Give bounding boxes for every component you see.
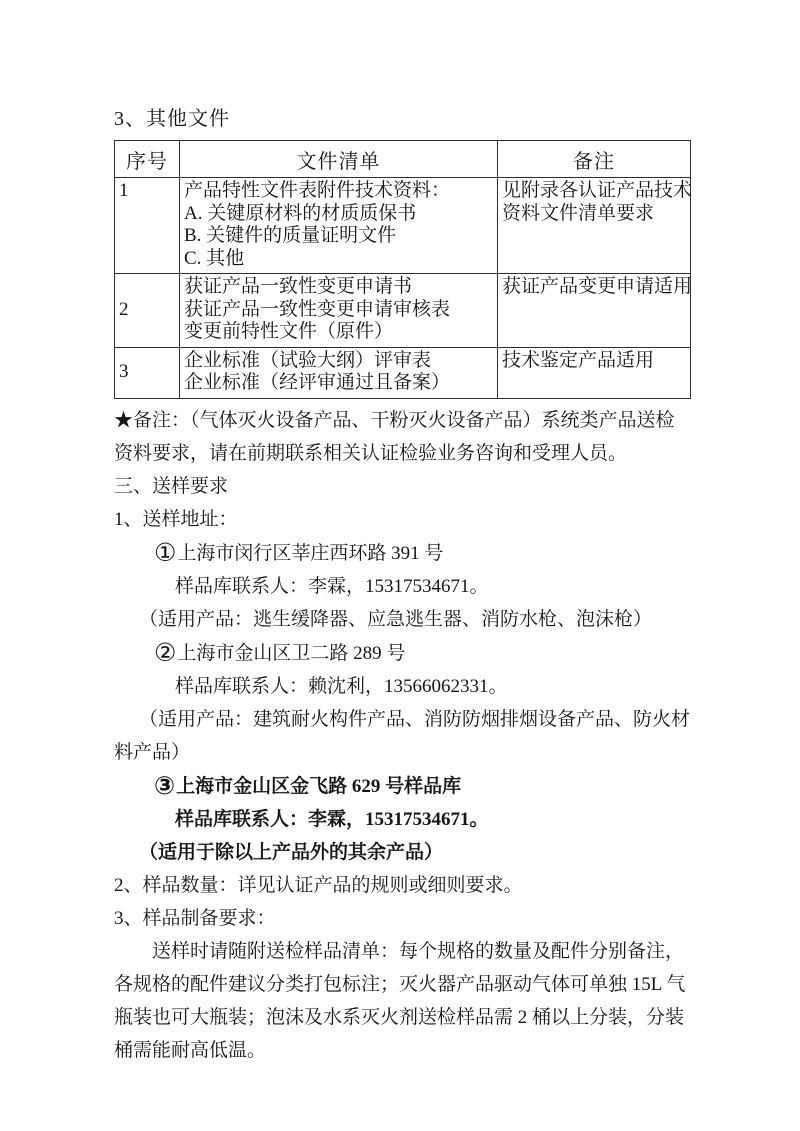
star-note-line: 资料要求，请在前期联系相关认证检验业务咨询和受理人员。 — [114, 442, 628, 464]
section-heading-sample-requirements: 三、送样要求 — [114, 475, 229, 497]
item-sample-address: 1、送样地址： — [114, 508, 238, 530]
remark-line: 见附录各认证产品技术 — [502, 180, 693, 201]
preparation-line: 送样时请随附送检样品清单：每个规格的数量及配件分别备注， — [152, 940, 685, 962]
remark-cell — [498, 274, 691, 348]
circled-number-3: ③ — [154, 770, 176, 800]
file-item: B. 关键件的质量证明文件 — [184, 225, 397, 246]
section-heading-other-files: 3、其他文件 — [114, 108, 230, 130]
file-item: A. 关键原材料的材质质保书 — [184, 202, 417, 224]
applicable-products-line: 料产品） — [114, 741, 191, 763]
file-item: 企业标准（经评审通过且备案） — [184, 372, 451, 393]
remark-line: 资料文件清单要求 — [502, 202, 655, 224]
contact-line: 样品库联系人：李霖，15317534671。 — [175, 575, 489, 597]
remark-cell — [498, 178, 691, 274]
address-text: 上海市金山区卫二路 289 号 — [177, 642, 406, 664]
body-text — [114, 404, 690, 1067]
applicable-products-line: （适用产品：逃生缓降器、应急逃生器、消防水枪、泡沫枪） — [139, 608, 653, 630]
file-item: 企业标准（试验大纲）评审表 — [184, 349, 432, 371]
table-row — [115, 178, 691, 274]
circled-number-1: ① — [154, 537, 177, 567]
item-sample-preparation: 3、样品制备要求： — [114, 907, 276, 929]
table-header-row — [115, 141, 691, 178]
table-row — [115, 347, 691, 398]
row-number: 3 — [115, 347, 180, 398]
address-text: 上海市闵行区莘庄西环路 391 号 — [177, 542, 444, 564]
table-row — [115, 274, 691, 348]
preparation-line: 桶需能耐高低温。 — [114, 1039, 267, 1061]
file-item: 变更前特性文件（原件） — [184, 321, 394, 342]
address-line — [114, 636, 690, 670]
file-item: 获证产品一致性变更申请审核表 — [184, 298, 451, 320]
remark-cell — [498, 347, 691, 398]
applicable-products-line: （适用产品：建筑耐火构件产品、消防防烟排烟设备产品、防火材 — [139, 708, 691, 730]
star-note-line: ★备注：（气体灭火设备产品、干粉灭火设备产品）系统类产品送检 — [114, 409, 675, 431]
row-number: 1 — [115, 178, 180, 274]
applicable-products-line: （适用于除以上产品外的其余产品） — [139, 841, 444, 863]
files-table — [114, 140, 691, 399]
remark-line: 技术鉴定产品适用 — [502, 349, 655, 371]
col-header-remark: 备注 — [498, 141, 691, 178]
preparation-line: 瓶装也可大瓶装；泡沫及水系灭火剂送检样品需 2 桶以上分装，分装 — [114, 1006, 685, 1028]
circled-number-2: ② — [154, 637, 177, 667]
col-header-file-list: 文件清单 — [180, 141, 498, 178]
file-list-cell — [180, 274, 498, 348]
remark-line: 获证产品变更申请适用 — [502, 276, 693, 297]
address-text: 上海市金山区金飞路 629 号样品库 — [176, 775, 462, 797]
file-item: 获证产品一致性变更申请书 — [184, 276, 413, 297]
item-sample-quantity: 2、样品数量：详见认证产品的规则或细则要求。 — [114, 874, 523, 896]
file-list-cell — [180, 347, 498, 398]
address-line — [114, 769, 690, 803]
file-item: 产品特性文件表附件技术资料： — [184, 180, 451, 201]
file-item: C. 其他 — [184, 247, 245, 269]
row-number: 2 — [115, 274, 180, 348]
contact-line: 样品库联系人：李霖，15317534671。 — [175, 808, 489, 830]
file-list-cell — [180, 178, 498, 274]
address-line — [114, 536, 690, 570]
col-header-seq: 序号 — [115, 141, 180, 178]
preparation-line: 各规格的配件建议分类打包标注；灭火器产品驱动气体可单独 15L 气 — [114, 973, 686, 995]
contact-line: 样品库联系人：赖沈利，13566062331。 — [175, 675, 508, 697]
